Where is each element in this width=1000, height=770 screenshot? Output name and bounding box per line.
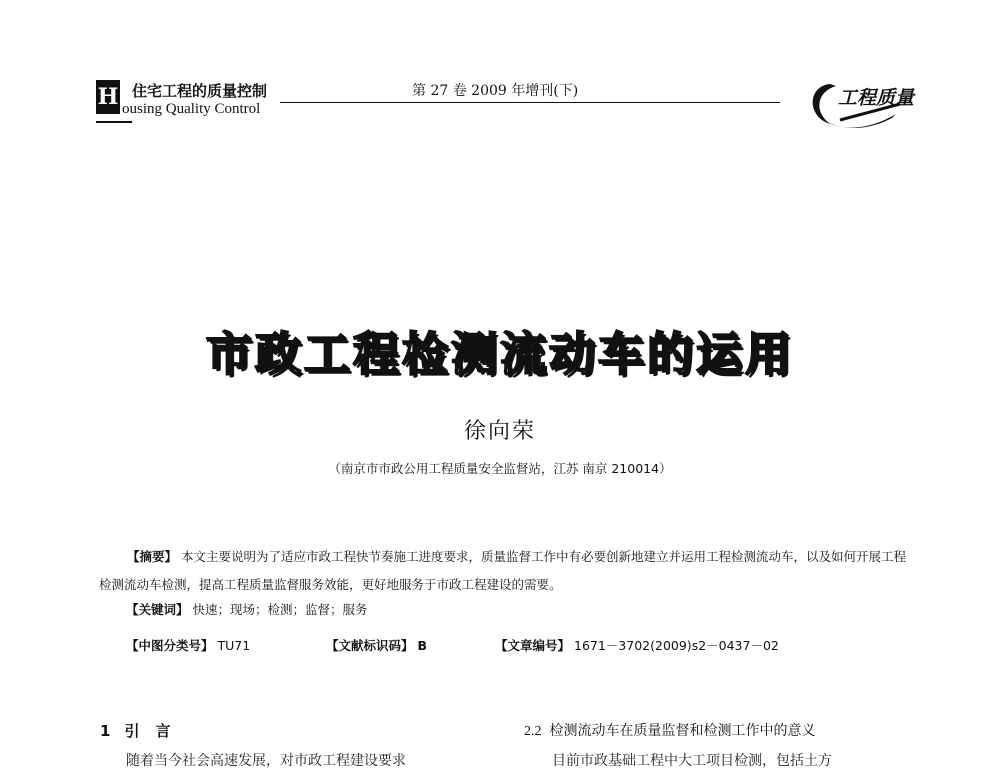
section-2-2-title: 检测流动车在质量监督和检测工作中的意义 xyxy=(549,723,816,739)
journal-title-cn: 住宅工程的质量控制 xyxy=(132,82,268,100)
header-rule xyxy=(280,102,780,103)
body-text-cut-right: 目前市政基础工程中大工项目检测，包括土方 xyxy=(552,753,832,769)
classification-value: TU71 xyxy=(217,638,251,653)
section-1-number: 1 xyxy=(100,722,111,740)
document-code-label: 【文献标识码】 xyxy=(326,638,414,653)
engineering-quality-logo xyxy=(800,74,918,134)
journal-title-en: ousing Quality Control xyxy=(122,101,261,117)
keywords-text: 快速；现场；检测；监督；服务 xyxy=(192,602,368,617)
keywords xyxy=(126,600,368,618)
affiliation: （南京市市政公用工程质量安全监督站，江苏 南京 210014） xyxy=(328,461,672,476)
abstract-label: 【摘要】 xyxy=(127,549,178,564)
section-1-title-a: 引 xyxy=(124,722,140,740)
section-2-2-number: 2.2 xyxy=(524,724,542,739)
issue-info: 第 27 卷 2009 年增刊(下) xyxy=(412,83,579,99)
section-1-title-b: 言 xyxy=(155,722,171,740)
document-code-value: B xyxy=(417,638,428,653)
classification xyxy=(126,636,250,654)
section-1-heading xyxy=(100,720,170,741)
logo-text: 工程质量 xyxy=(838,87,915,109)
article-number-label: 【文章编号】 xyxy=(495,638,571,653)
section-2-2-heading xyxy=(524,720,816,740)
keywords-label: 【关键词】 xyxy=(126,602,189,617)
author: 徐向荣 xyxy=(463,419,536,444)
classification-label: 【中图分类号】 xyxy=(126,638,214,653)
article-number-value: 1671－3702(2009)s2－0437－02 xyxy=(574,638,779,653)
abstract-text: 本文主要说明为了适应市政工程快节奏施工进度要求，质量监督工作中有必要创新地建立并运用工程检测流动车，以及如何开展工程检测流动车检测，提高工程质量监督服务效能，更好地服务于市政工程建设的需要。 xyxy=(99,549,907,592)
body-text-cut-left: 随着当今社会高速发展，对市政工程建设要求 xyxy=(126,753,406,769)
journal-logo-letter: H xyxy=(96,80,120,114)
abstract xyxy=(99,543,914,599)
article-title: 市政工程检测流动车的运用 xyxy=(206,327,794,381)
article-number xyxy=(495,636,779,654)
header-underline xyxy=(96,121,132,123)
document-code xyxy=(326,636,427,654)
